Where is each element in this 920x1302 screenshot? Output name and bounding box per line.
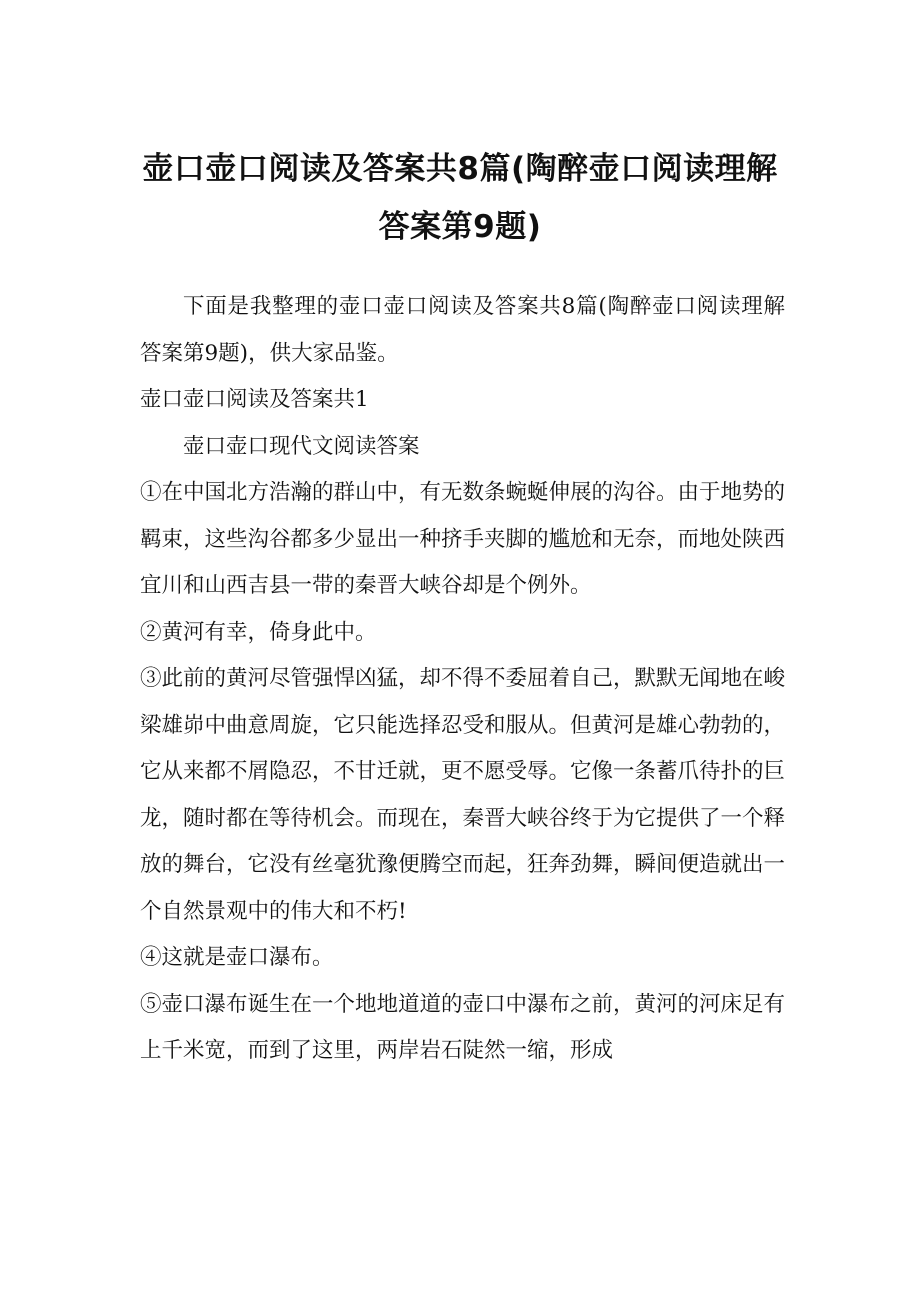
paragraph-5: ⑤壶口瀑布诞生在一个地地道道的壶口中瀑布之前，黄河的河床足有上千米宽，而到了这里，两岸岩石陡然一缩，形成: [140, 991, 786, 1063]
document-body: [140, 284, 785, 1075]
paragraph-1: ①在中国北方浩瀚的群山中，有无数条蜿蜒伸展的沟谷。由于地势的羁束，这些沟谷都多少显出一种挤手夹脚的尴尬和无奈，而地处陕西宜川和山西吉县一带的秦晋大峡谷却是个例外。: [140, 480, 786, 598]
paragraph-3: ③此前的黄河尽管强悍凶猛，却不得不委屈着自己，默默无闻地在峻梁雄峁中曲意周旋，它只能选择忍受和服从。但黄河是雄心勃勃的，它从来都不屑隐忍，不甘迁就，更不愿受辱。它像一条蓄爪待扑的巨龙，随时都在等待机会。而现在，秦晋大峡谷终于为它提供了一个释放的舞台，它没有丝毫犹豫便腾空而起，狂奔劲舞，瞬间便造就出一个自然景观中的伟大和不朽!: [140, 666, 786, 924]
intro-paragraph: 下面是我整理的壶口壶口阅读及答案共8篇(陶醉壶口阅读理解答案第9题)，供大家品鉴。: [140, 294, 785, 366]
article-title: 壶口壶口现代文阅读答案: [183, 433, 420, 459]
paragraph-2: ②黄河有幸，倚身此中。: [140, 619, 377, 645]
paragraph-4: ④这就是壶口瀑布。: [140, 945, 334, 970]
section-heading: 壶口壶口阅读及答案共1: [140, 387, 369, 412]
document-title: 壶口壶口阅读及答案共8篇(陶醉壶口阅读理解答案第9题): [142, 151, 778, 245]
